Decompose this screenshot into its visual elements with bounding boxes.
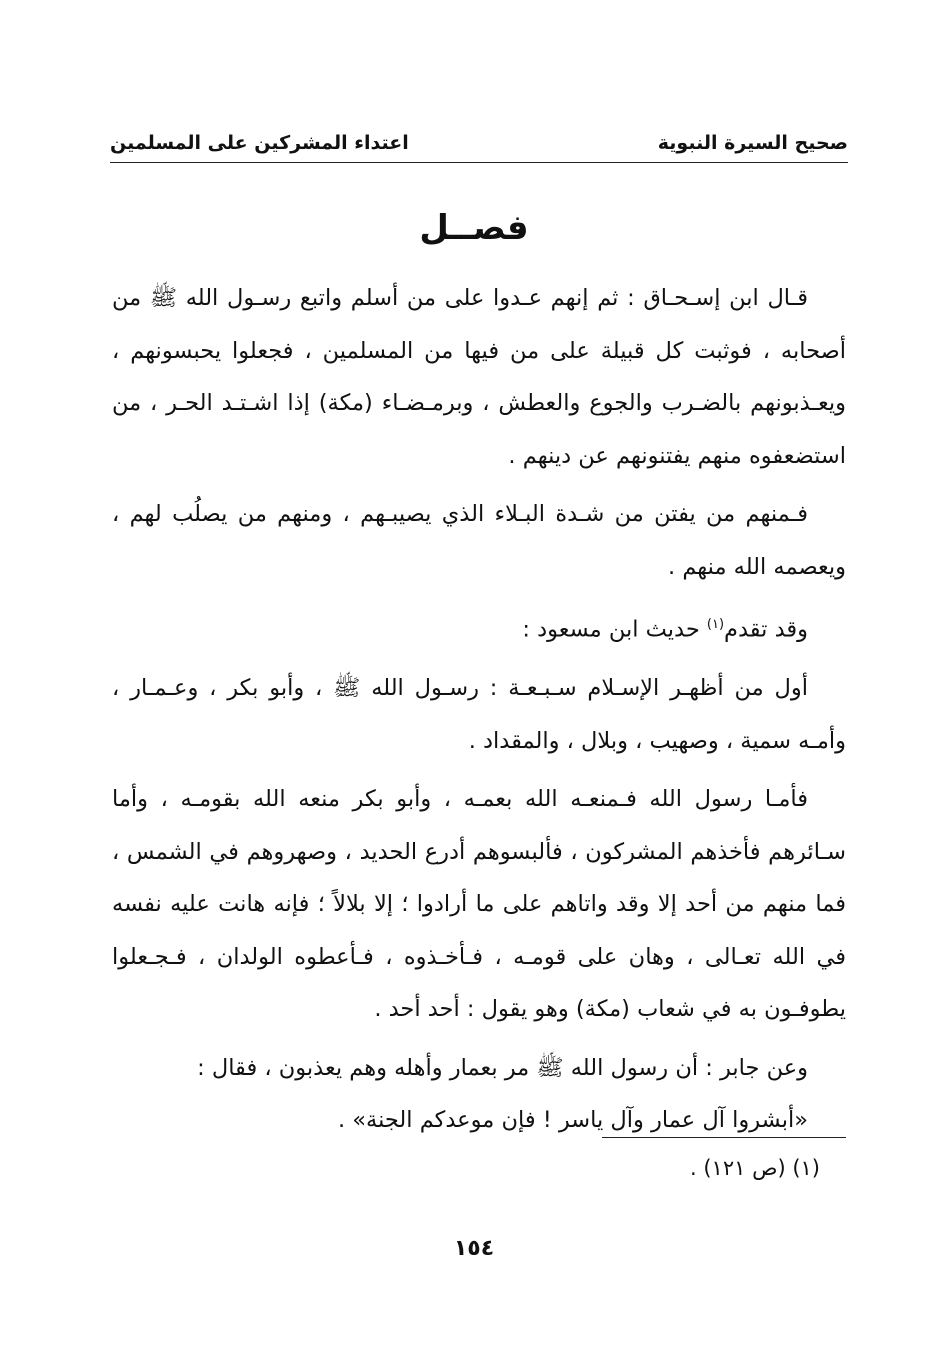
previously-text-rest: حديث ابن مسعود :: [522, 616, 707, 643]
page-number: ١٥٤: [453, 1236, 495, 1261]
running-header: [110, 128, 848, 164]
book-title: صحيح السيرة النبوية: [657, 132, 848, 154]
chapter-title: اعتداء المشركين على المسلمين: [110, 132, 409, 154]
paragraph-4: فأمـا رسول الله فـمنعـه الله بعمـه ، وأبو بكر منعه الله بقومـه ، وأما سـائرهم فأخذهم المشركون ، فألبسوهم أدرع الحديد ، وصهروهم في الشمس ، فما منهم من أحد إلا وقد واتاهم على ما أرادوا ؛ إلا بلالاً ؛ فإنه هانت عليه نفسه في الله تعـالى ، وهان على قومـه ، فـأخـذوه ، فـأعطوه الولدان ، فـجـعلوا يطوفـون به في شعاب (مكة) وهو يقول : أحد أحد .: [112, 786, 846, 1022]
paragraph-2: فـمنهم من يفتن من شـدة البـلاء الذي يصيبـهم ، ومنهم من يصلُب لهم ، ويعصمه الله منهم .: [112, 501, 846, 580]
header-rule: [110, 162, 848, 163]
previously-text: وقد تقدم: [724, 616, 808, 643]
footnote-mark[interactable]: (١): [706, 617, 725, 632]
body-text: [112, 272, 846, 1147]
paragraph-5: وعن جابر : أن رسول الله ﷺ مر بعمار وأهله وهم يعذبون ، فقال :: [197, 1054, 808, 1081]
footnote: (١) (ص ١٢١) .: [690, 1156, 820, 1180]
paragraph-6: «أبشروا آل عمار وآل ياسر ! فإن موعدكم الجنة» .: [337, 1107, 808, 1133]
paragraph-3: أول من أظهـر الإسـلام سـبـعـة : رسـول الله ﷺ ، وأبو بكر ، وعـمـار ، وأمـه سمية ، وصهيب ، وبلال ، والمقداد .: [112, 675, 846, 754]
section-title: فصــل: [419, 208, 529, 248]
previously-line: [112, 599, 846, 656]
paragraph-1: قـال ابن إسـحـاق : ثم إنهم عـدوا على من أسلم واتبع رسـول الله ﷺ من أصحابه ، فوثبت كل قبيلة على من فيها من المسلمين ، فجعلوا يحبسونهم ، ويعـذبونهم بالضـرب والجوع والعطش ، وبرمـضـاء (مكة) إذا اشـتـد الحـر ، من استضعفوه منهم يفتنونهم عن دينهم .: [112, 285, 846, 469]
footnote-rule: [602, 1137, 846, 1138]
